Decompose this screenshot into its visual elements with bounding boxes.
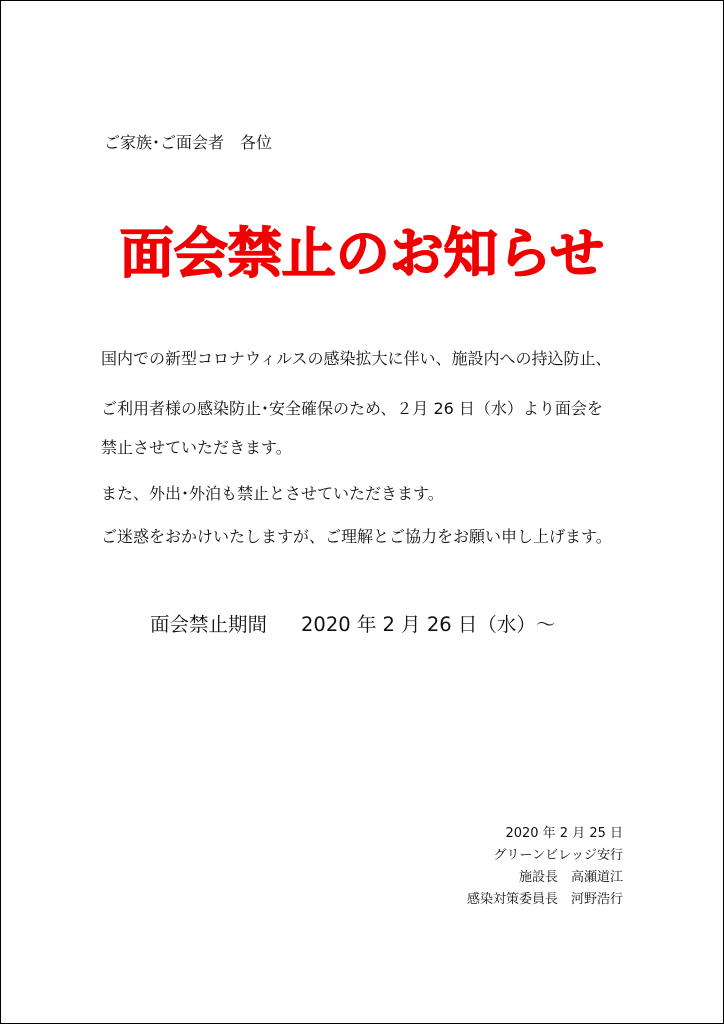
infection-committee-chair: 感染対策委員長 河野浩行 xyxy=(466,892,623,907)
ban-period-label: 面会禁止期間 xyxy=(150,613,268,636)
signature-block xyxy=(467,823,623,911)
body-line: 国内での新型コロナウィルスの感染拡大に伴い、施設内への持込防止、 xyxy=(101,349,612,368)
issue-date: 2020 年 2 月 25 日 xyxy=(505,826,623,841)
body-line: ご迷惑をおかけいたしますが、ご理解とご協力をお願い申し上げます。 xyxy=(101,527,612,546)
ban-period-value: 2020 年 2 月 26 日（水）～ xyxy=(301,613,556,636)
notice-title: 面会禁止のお知らせ xyxy=(119,222,605,285)
body-line: 禁止させていただきます。 xyxy=(101,438,292,457)
body-line: また、外出･外泊も禁止とさせていただきます。 xyxy=(101,484,444,503)
body-line: ご利用者様の感染防止･安全確保のため、２月 26 日（水）より面会を xyxy=(101,399,603,418)
facility-director: 施設長 高瀬道江 xyxy=(518,870,623,885)
salutation: ご家族･ご面会者 各位 xyxy=(104,133,273,152)
ban-period xyxy=(150,612,555,638)
facility-name: グリーンビレッジ安行 xyxy=(493,848,623,863)
